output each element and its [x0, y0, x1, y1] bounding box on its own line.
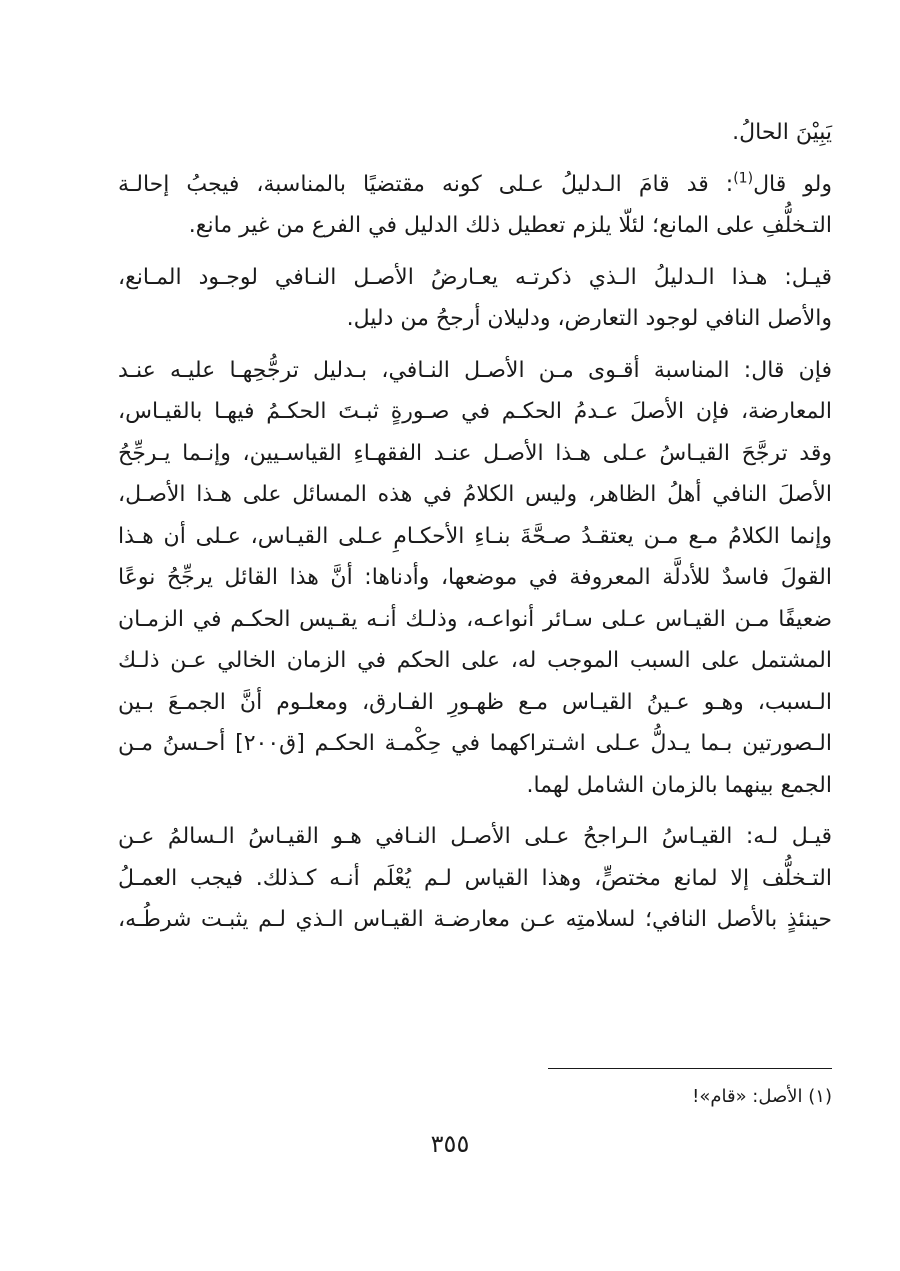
paragraph-2 — [118, 164, 832, 247]
text-line: التـخلُّفِ على المانع؛ لئلّا يلزم تعطيل ذلك الدليل في الفرع من غير مانع. — [188, 213, 832, 238]
text-line: يَبِيْنَ الحالُ. — [732, 120, 832, 145]
text-line: القولَ فاسدٌ للأدلَّة المعروفة في موضعها، وأدناها: أنَّ هذا القائل يرجِّحُ نوعًا — [118, 565, 832, 590]
text-line: الأصلَ النافي أهلُ الظاهر، وليس الكلامُ في هذه المسائل على هـذا الأصـل، — [118, 482, 832, 507]
text-line: فإن قال: المناسبة أقـوى مـن الأصـل النـافي، بـدليل ترجُّحِهـا عليـه عنـد — [118, 357, 832, 383]
paragraph-3 — [118, 257, 832, 340]
footnote: (١) الأصل: «قام»! — [692, 1086, 832, 1107]
paragraph-4 — [118, 350, 832, 807]
text-line: التـخلُّف إلا لمانع مختصٍّ، وهذا القياس لـم يُعْلَم أنـه كـذلك. فيجب العمـلُ — [118, 865, 832, 891]
text-line: حينئذٍ بالأصل النافي؛ لسلامتِه عـن معارضـة القيـاس الـذي لـم يثبـت شرطُـه، — [118, 907, 832, 932]
text-line: الجمع بينهما بالزمان الشامل لهما. — [526, 772, 832, 798]
text-line: قيـل لـه: القيـاسُ الـراجحُ عـلى الأصـل النـافي هـو القيـاسُ الـسالمُ عـن — [118, 824, 832, 849]
paragraph-5 — [118, 816, 832, 941]
text-line: الـصورتين بـما يـدلُّ عـلى اشـتراكهما في حِكْمـة الحكـم [ق٢٠٠] أحـسنُ مـن — [118, 731, 833, 756]
text-line: وقد ترجَّحَ القيـاسُ عـلى هـذا الأصـل عنـد الفقهـاءِ القياسـيين، وإنـما يـرجِّحُ — [118, 440, 832, 466]
paragraph-1 — [118, 112, 832, 154]
text-line: قيـل: هـذا الـدليلُ الـذي ذكرتـه يعـارضُ الأصـل النـافي لوجـود المـانع، — [118, 264, 832, 290]
text-line: والأصل النافي لوجود التعارض، ودليلان أرجحُ من دليل. — [346, 306, 832, 331]
line-rest: : قد قامَ الـدليلُ عـلى كونه مقتضيًا بالمناسبة، فيجبُ إحالـة — [118, 171, 734, 197]
page-number: ٣٥٥ — [430, 1130, 470, 1158]
footnote-reference[interactable]: (1) — [733, 170, 754, 187]
text-line: المشتمل على السبب الموجب له، على الحكم في الزمان الخالي عـن ذلـك — [118, 648, 832, 673]
text-line — [118, 164, 832, 206]
text-line: وإنما الكلامُ مـع مـن يعتقـدُ صـحَّةَ بنـاءِ الأحكـامِ عـلى القيـاس، عـلى أن هـذا — [118, 523, 832, 549]
line-lead: ولو قال — [753, 171, 832, 197]
text-line: الـسبب، وهـو عـينُ القيـاس مـع ظهـورِ الفـارق، ومعلـوم أنَّ الجمـعَ بـين — [118, 689, 832, 715]
text-line: المعارضة، فإن الأصلَ عـدمُ الحكـم في صـورةٍ ثبـتَ الحكـمُ فيهـا بالقيـاس، — [118, 399, 832, 424]
text-line: ضعيفًا مـن القيـاس عـلى سـائر أنواعـه، وذلـك أنـه يقـيس الحكـم في الزمـان — [118, 606, 832, 632]
page-body — [118, 112, 832, 951]
footnote-divider — [548, 1068, 832, 1069]
